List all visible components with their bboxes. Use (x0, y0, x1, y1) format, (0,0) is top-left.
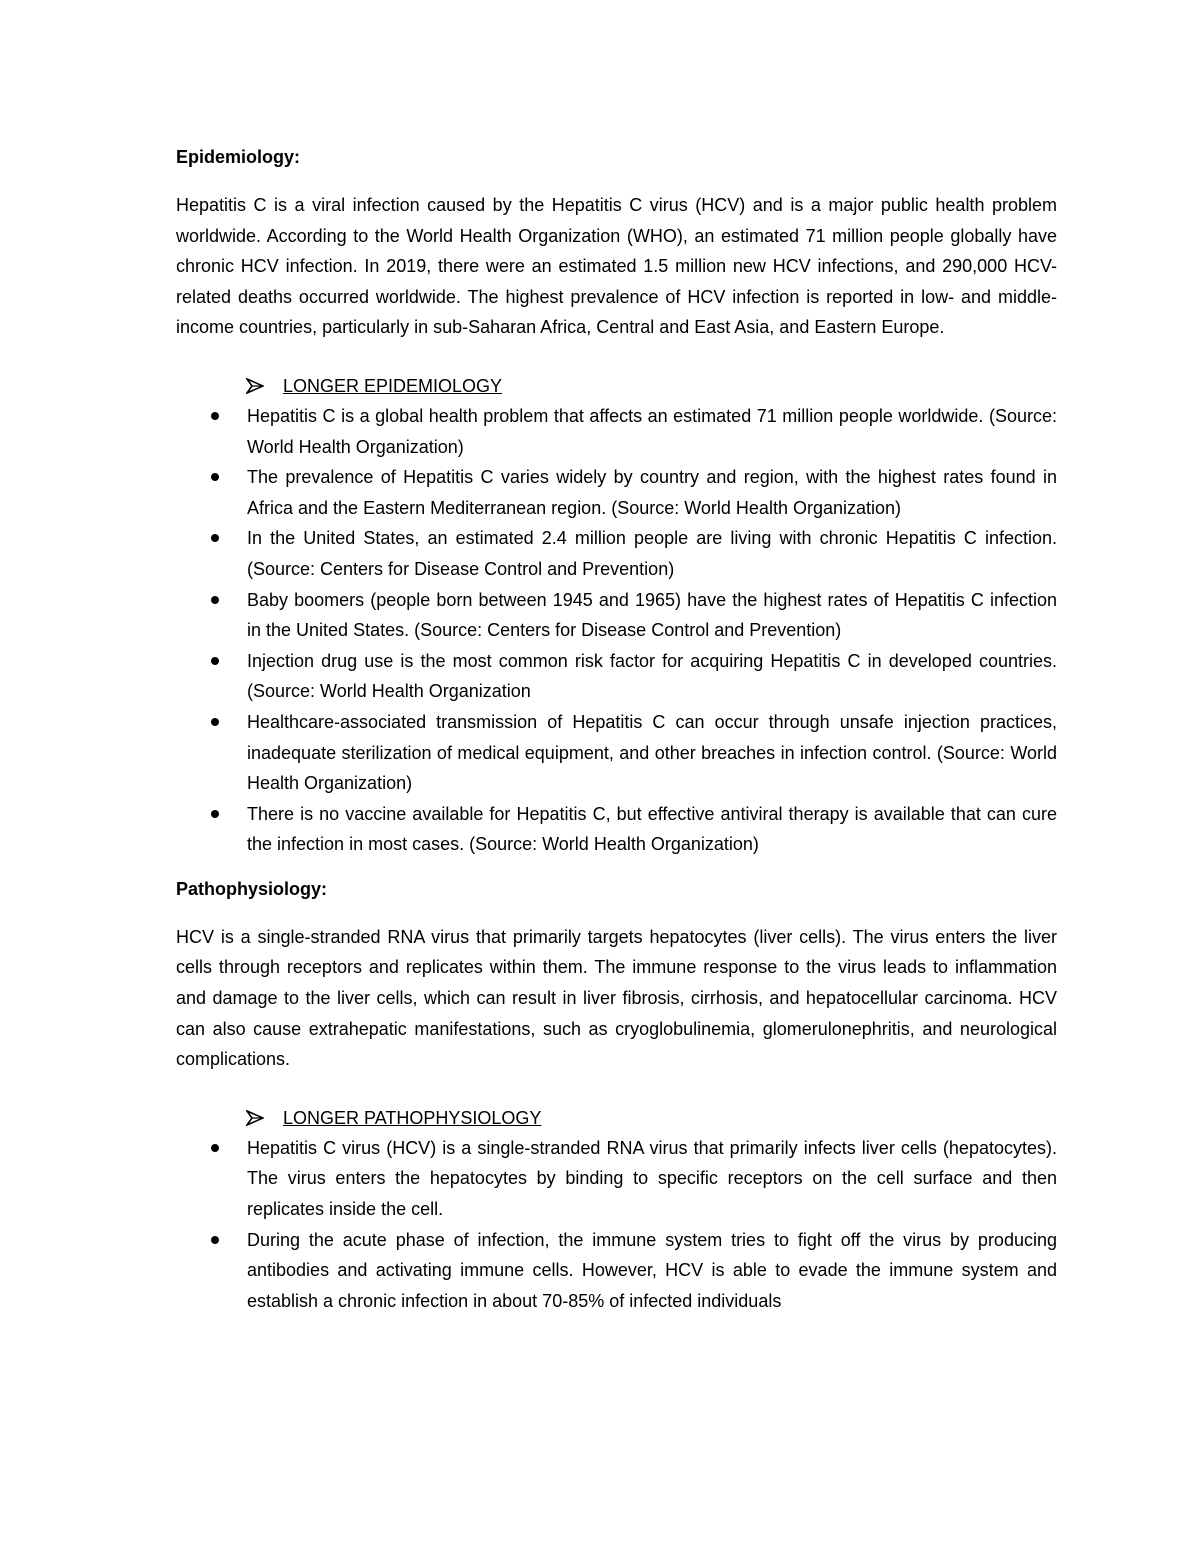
pathophysiology-bullet-list (176, 1133, 1057, 1317)
round-bullet-icon (211, 810, 219, 818)
round-bullet-icon (211, 596, 219, 604)
list-item-text: During the acute phase of infection, the immune system tries to fight off the virus by producing antibodies and activating immune cells. However, HCV is able to evade the immune system and establish a chronic infection in about 70-85% of infected individuals (247, 1229, 1057, 1311)
list-item (176, 1225, 1057, 1317)
longer-pathophysiology-label: LONGER PATHOPHYSIOLOGY (283, 1107, 542, 1128)
round-bullet-icon (211, 718, 219, 726)
epidemiology-paragraph: Hepatitis C is a viral infection caused by the Hepatitis C virus (HCV) and is a major public health problem worldwide. According to the World Health Organization (WHO), an estimated 71 million people globally have chronic HCV infection. In 2019, there were an estimated 1.5 million new HCV infections, and 290,000 HCV-related deaths occurred worldwide. The highest prevalence of HCV infection is reported in low- and middle-income countries, particularly in sub-Saharan Africa, Central and East Asia, and Eastern Europe. (176, 195, 1057, 338)
list-item (176, 646, 1057, 707)
list-item (176, 523, 1057, 584)
list-item-text: The prevalence of Hepatitis C varies widely by country and region, with the highest rates found in Africa and the Eastern Mediterranean region. (Source: World Health Organization) (247, 467, 1057, 518)
list-item (176, 401, 1057, 462)
list-item-text: Hepatitis C virus (HCV) is a single-stranded RNA virus that primarily infects liver cells (hepatocytes). The virus enters the hepatocytes by binding to specific receptors on the cell surface and then replicates inside the cell. (247, 1137, 1057, 1220)
list-item (176, 585, 1057, 646)
pathophysiology-heading: Pathophysiology: (176, 878, 328, 899)
epidemiology-heading: Epidemiology: (176, 147, 301, 167)
list-item-text: Baby boomers (people born between 1945 and 1965) have the highest rates of Hepatitis C infection in the United States. (Source: Centers for Disease Control and Prevention) (247, 589, 1057, 641)
round-bullet-icon (211, 412, 219, 420)
arrowhead-bullet-icon (246, 378, 264, 394)
list-item-text: Injection drug use is the most common risk factor for acquiring Hepatitis C in developed countries. (Source: World Health Organization (247, 650, 1057, 702)
list-item-text: Hepatitis C is a global health problem that affects an estimated 71 million people worldwide. (Source: World Health Organization) (247, 405, 1057, 457)
longer-pathophysiology-heading (176, 1103, 1057, 1133)
round-bullet-icon (211, 1144, 219, 1152)
list-item (176, 462, 1057, 523)
list-item-text: Healthcare-associated transmission of Hepatitis C can occur through unsafe injection practices, inadequate sterilization of medical equipment, and other breaches in infection control. (Source: World Health Organization) (247, 711, 1057, 794)
list-item (176, 1133, 1057, 1225)
list-item-text: There is no vaccine available for Hepatitis C, but effective antiviral therapy is available that can cure the infection in most cases. (Source: World Health Organization) (247, 803, 1057, 855)
longer-epidemiology-label: LONGER EPIDEMIOLOGY (283, 375, 503, 396)
arrowhead-bullet-icon (246, 1110, 264, 1126)
list-item (176, 707, 1057, 799)
round-bullet-icon (211, 657, 219, 665)
round-bullet-icon (211, 1236, 219, 1244)
longer-epidemiology-heading (176, 371, 1057, 401)
list-item (176, 799, 1057, 860)
round-bullet-icon (211, 534, 219, 542)
round-bullet-icon (211, 473, 219, 481)
epidemiology-bullet-list (176, 401, 1057, 860)
pathophysiology-paragraph: HCV is a single-stranded RNA virus that primarily targets hepatocytes (liver cells). The virus enters the liver cells through receptors and replicates within them. The immune response to the virus leads to inflammation and damage to the liver cells, which can result in liver fibrosis, cirrhosis, and hepatocellular carcinoma. HCV can also cause extrahepatic manifestations, such as cryoglobulinemia, glomerulonephritis, and neurological complications. (176, 926, 1057, 1070)
list-item-text: In the United States, an estimated 2.4 million people are living with chronic Hepatitis C infection. (Source: Centers for Disease Control and Prevention) (247, 528, 1057, 579)
